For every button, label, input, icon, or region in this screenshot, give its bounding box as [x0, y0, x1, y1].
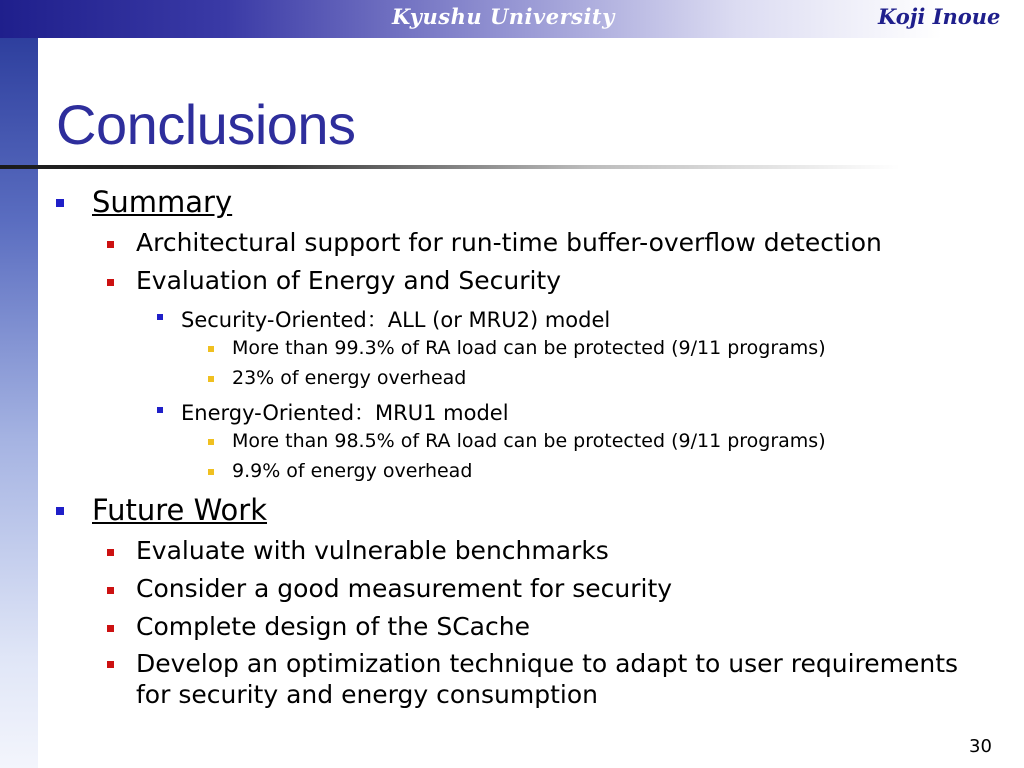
model-point-text: More than 98.5% of RA load can be protected (9/11 programs): [232, 430, 826, 452]
model-item: [181, 397, 509, 427]
model-point-text: 23% of energy overhead: [232, 367, 467, 389]
bullet-square-icon: [107, 549, 114, 556]
list-item-text: Evaluate with vulnerable benchmarks: [136, 536, 609, 565]
bullet-square-icon: [208, 376, 214, 382]
title-divider: [0, 165, 900, 169]
author-name: Koji Inoue: [878, 4, 1001, 29]
left-decor-bar: [0, 38, 38, 768]
bullet-square-icon: [157, 407, 163, 413]
list-item-text: Evaluation of Energy and Security: [136, 266, 562, 295]
bullet-square-icon: [56, 199, 64, 207]
list-item: [136, 228, 882, 257]
bullet-square-icon: [107, 625, 114, 632]
list-item-text: Develop an optimization technique to adapt to user requirements for security and energy consumption: [136, 649, 959, 709]
model-label: Security-Oriented：ALL (or MRU2) model: [181, 308, 611, 332]
list-item-text: Architectural support for run-time buffer-overflow detection: [136, 228, 882, 257]
bullet-square-icon: [107, 241, 114, 248]
model-point: [232, 460, 472, 482]
summary-heading: [92, 185, 232, 219]
model-point: [232, 337, 826, 359]
model-point-text: 9.9% of energy overhead: [232, 460, 473, 482]
bullet-square-icon: [157, 314, 163, 320]
model-point: [232, 367, 466, 389]
summary-heading-text: Summary: [92, 185, 233, 219]
list-item-text: Complete design of the SCache: [136, 612, 530, 641]
list-item: [136, 612, 530, 641]
model-point-text: More than 99.3% of RA load can be protected (9/11 programs): [232, 337, 826, 359]
list-item: [136, 648, 976, 710]
list-item: [136, 574, 672, 603]
list-item: [136, 536, 609, 565]
bullet-square-icon: [107, 661, 114, 668]
header-bar: [0, 0, 1024, 38]
slide-title: Conclusions: [56, 93, 356, 156]
bullet-square-icon: [56, 507, 64, 515]
bullet-square-icon: [107, 279, 114, 286]
model-item: [181, 304, 610, 334]
bullet-square-icon: [107, 587, 114, 594]
model-label: Energy-Oriented：MRU1 model: [181, 401, 509, 425]
future-work-heading-text: Future Work: [92, 493, 268, 527]
future-work-heading: [92, 493, 267, 527]
list-item-text: Consider a good measurement for security: [136, 574, 673, 603]
organization-name: Kyushu University: [392, 4, 615, 29]
bullet-square-icon: [208, 439, 214, 445]
list-item: [136, 266, 561, 295]
bullet-square-icon: [208, 469, 214, 475]
page-number: 30: [969, 736, 992, 757]
bullet-square-icon: [208, 346, 214, 352]
model-point: [232, 430, 826, 452]
